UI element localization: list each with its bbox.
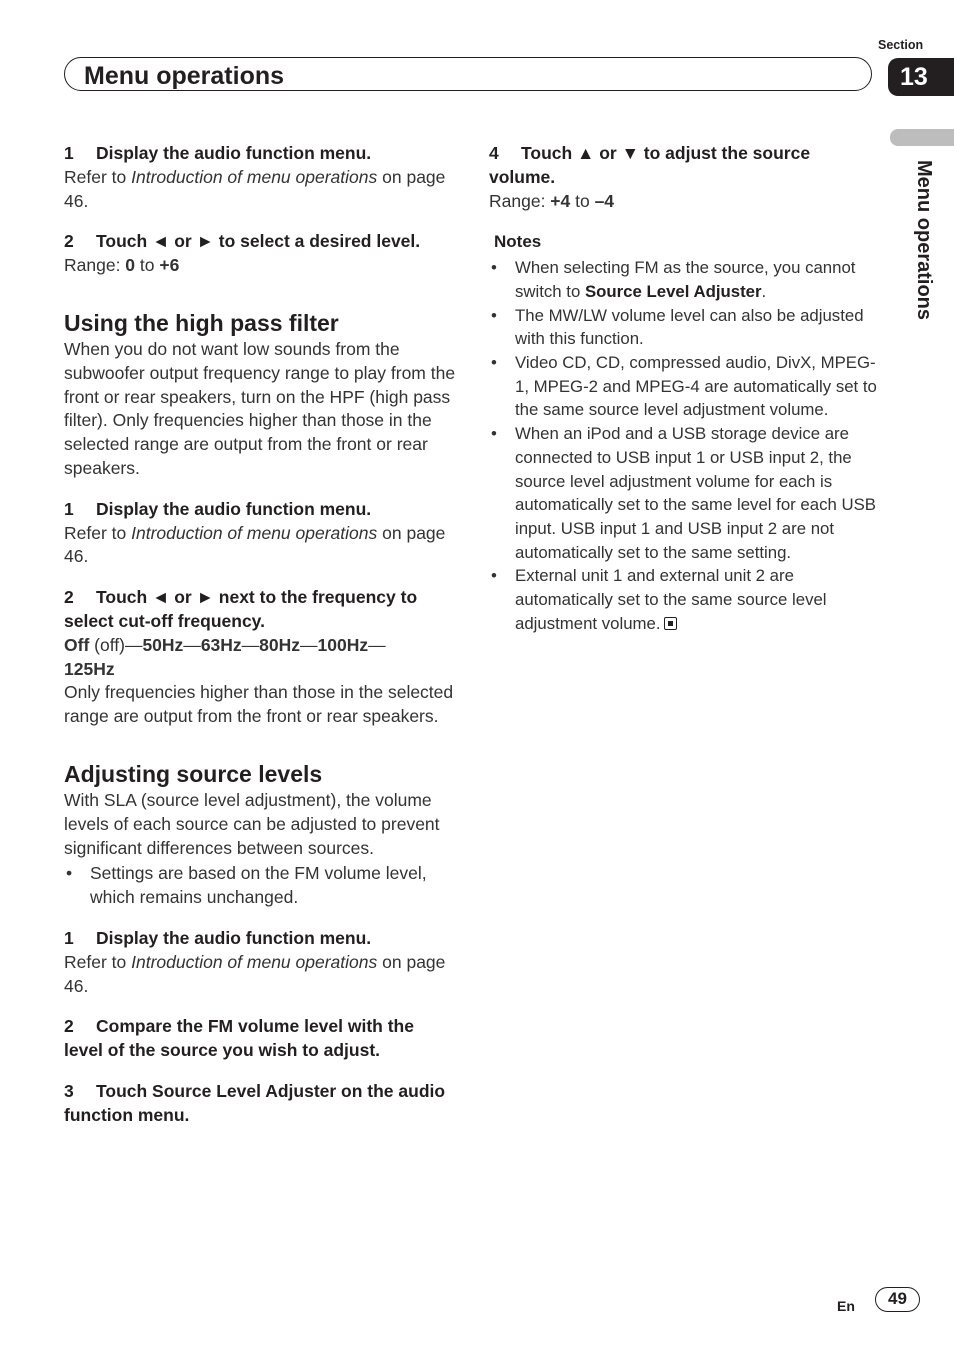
section-heading-sla: Adjusting source levels [64, 760, 323, 787]
frequency-options: Off (off)—50Hz—63Hz—80Hz—100Hz— 125Hz [64, 634, 386, 679]
step-reference: Refer to Introduction of menu operations on page 46. [64, 166, 446, 211]
right-column [489, 142, 881, 635]
hpf-after-text: Only frequencies higher than those in the selected range are output from the front or rear speakers. [64, 682, 454, 727]
list-item: • Settings are based on the FM volume level, which remains unchanged. [66, 863, 427, 908]
step-select-level: 2 Touch ◄ or ► to select a desired level. [64, 231, 421, 252]
section-heading-hpf: Using the high pass filter [64, 309, 339, 336]
step-display-menu: 1 Display the audio function menu. [64, 498, 372, 519]
side-label: Menu operations [913, 160, 935, 321]
step-reference: Refer to Introduction of menu operations on page 46. [64, 522, 446, 567]
language-label: En [837, 1298, 855, 1314]
step-display-menu: 1 Display the audio function menu. [64, 927, 372, 948]
step-compare-volume: 2 Compare the FM volume level with the level of the source you wish to adjust. [64, 1016, 414, 1061]
range-text: Range: +4 to –4 [489, 190, 615, 211]
range-text: Range: 0 to +6 [64, 255, 180, 276]
hpf-intro: When you do not want low sounds from the subwoofer output frequency range to play from the front or rear speakers, turn on the HPF (high pass filter). Only frequencies higher than those in the selected range are output from the front or rear speakers. [64, 338, 456, 478]
sla-bullets [64, 862, 456, 910]
list-item: • Video CD, CD, compressed audio, DivX, MPEG-1, MPEG-2 and MPEG-4 are automatically set to the same source level adjustment volume. [491, 353, 877, 420]
notes-list [489, 256, 881, 635]
notes-title: Notes [494, 232, 542, 252]
left-column [64, 142, 456, 1128]
page-title: Menu operations [84, 62, 285, 90]
list-item: • External unit 1 and external unit 2 are automatically set to the same source level adjustment volume. [491, 566, 827, 633]
list-item: • When an iPod and a USB storage device are connected to USB input 1 or USB input 2, the source level adjustment volume for each is automatically set to the same level for each USB input. USB input 1 and USB input 2 are not automatically set to the same setting. [491, 424, 876, 562]
step-reference: Refer to Introduction of menu operations on page 46. [64, 951, 446, 996]
end-mark-icon [664, 617, 677, 630]
step-display-menu: 1 Display the audio function menu. [64, 143, 372, 163]
side-tab [890, 129, 954, 146]
list-item: • The MW/LW volume level can also be adjusted with this function. [491, 305, 864, 349]
step-touch-sla: 3 Touch Source Level Adjuster on the audio function menu. [64, 1080, 446, 1125]
section-label: Section [878, 38, 924, 52]
step-select-cutoff: 2 Touch ◄ or ► next to the frequency to select cut-off frequency. [64, 587, 418, 631]
page-number: 49 [875, 1287, 920, 1312]
step-adjust-volume: 4 Touch ▲ or ▼ to adjust the source volume. [489, 143, 811, 187]
sla-intro: With SLA (source level adjustment), the volume levels of each source can be adjusted to prevent significant differences between sources. [64, 789, 440, 858]
list-item: • When selecting FM as the source, you cannot switch to Source Level Adjuster. [491, 258, 856, 301]
section-number: 13 [888, 58, 954, 96]
